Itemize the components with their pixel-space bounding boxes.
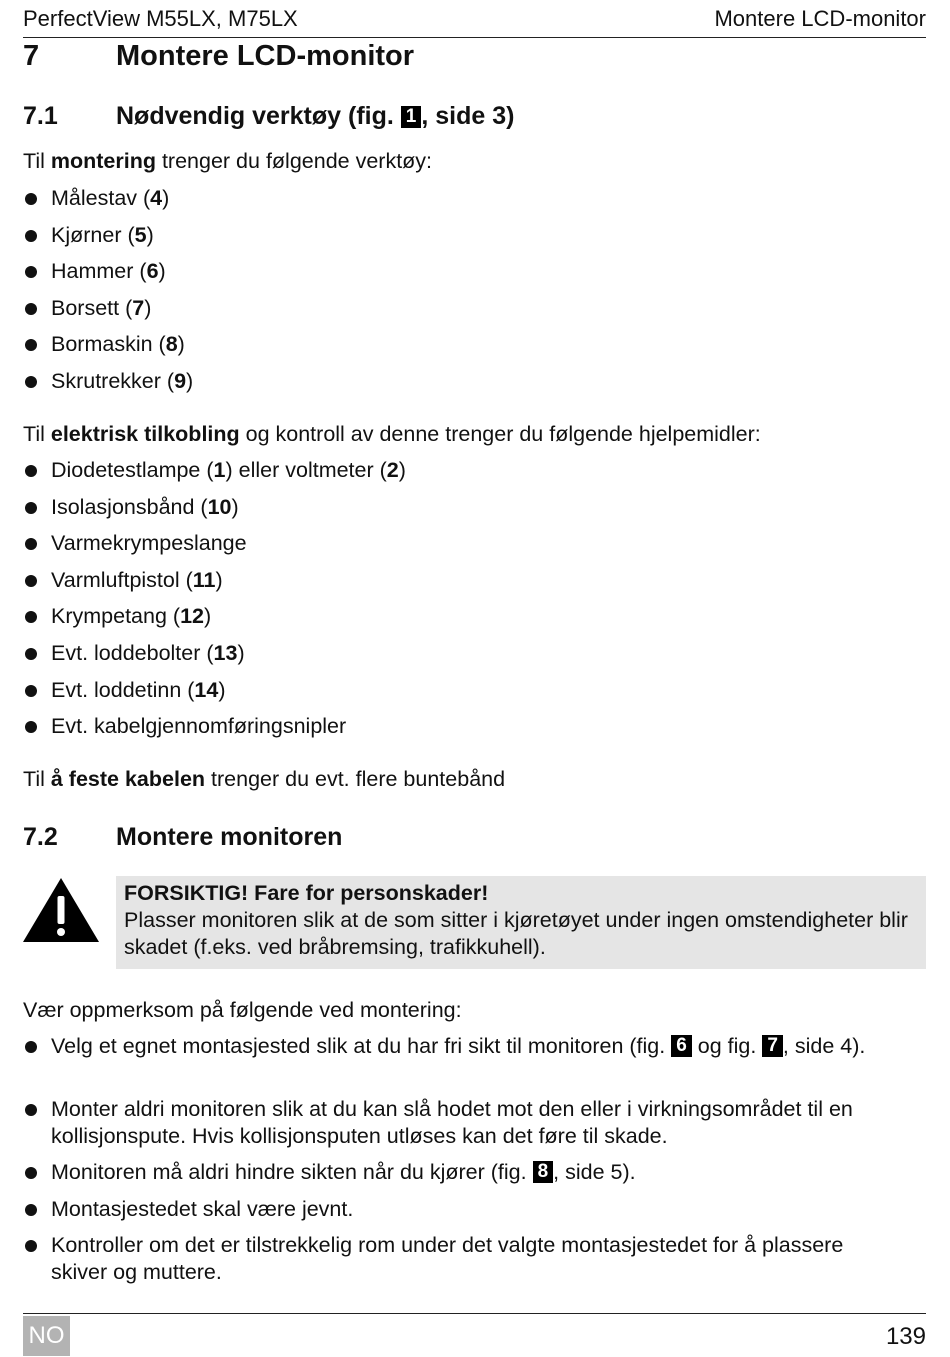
list-item — [23, 1159, 903, 1186]
warning-body: Plasser monitoren slik at de som sitter i kjøretøyet under ingen omstendigheter blir skadet (f.eks. ved bråbremsing, trafikkuhell). — [124, 908, 908, 959]
warning-text — [124, 880, 922, 961]
header-rule — [23, 37, 926, 38]
bullet-dot-icon — [25, 502, 37, 514]
bullet-dot-icon — [25, 721, 37, 733]
list-item — [23, 677, 903, 704]
item-text: ) — [231, 494, 239, 519]
running-header-chapter: Montere LCD-monitor — [714, 6, 926, 31]
bullet-dot-icon — [25, 1167, 37, 1179]
item-text: Isolasjonsbånd ( — [51, 494, 208, 519]
text: Til — [23, 767, 51, 791]
bullet-dot-icon — [25, 465, 37, 477]
item-text: Evt. loddebolter ( — [51, 641, 214, 665]
list-item — [23, 1033, 903, 1060]
figure-ref-badge: 7 — [762, 1035, 783, 1057]
item-text: Målestav ( — [51, 186, 151, 210]
bullet-dot-icon — [25, 339, 37, 351]
item-reference-number: 6 — [146, 259, 159, 284]
figure-ref-badge: 6 — [671, 1035, 692, 1057]
item-text: ) — [177, 332, 185, 357]
bullet-dot-icon — [25, 303, 37, 315]
list-item — [23, 258, 903, 285]
item-text: ) — [146, 222, 154, 247]
bold-text: å feste kabelen — [50, 767, 206, 791]
bullet-dot-icon — [25, 1041, 37, 1053]
list-item — [23, 1232, 903, 1286]
text: , side 5). — [553, 1160, 636, 1184]
cable-intro — [23, 766, 505, 793]
item-reference-number: 7 — [132, 295, 145, 320]
bold-text: elektrisk tilkobling — [50, 422, 240, 446]
bullet-dot-icon — [25, 230, 37, 242]
chapter-number: 7 — [23, 40, 40, 72]
item-text: ) — [144, 295, 152, 320]
list-item — [23, 603, 903, 630]
language-tab: NO — [23, 1316, 70, 1356]
list-item-text: Kontroller om det er tilstrekkelig rom under det valgte montasjestedet for å plassere skiver og muttere. — [51, 1233, 844, 1284]
text: trenger du følgende verktøy: — [155, 149, 433, 173]
bullet-dot-icon — [25, 266, 37, 278]
list-item — [23, 457, 903, 484]
item-text: Hammer ( — [51, 259, 147, 284]
mounting-intro: Vær oppmerksom på følgende ved montering: — [23, 998, 462, 1022]
bullet-dot-icon — [25, 1204, 37, 1216]
item-reference-number: 4 — [150, 186, 163, 210]
list-item — [23, 331, 903, 358]
item-text: ) — [218, 677, 226, 702]
text: Monitoren må aldri hindre sikten når du kjører (fig. — [51, 1160, 527, 1184]
item-text: ) — [203, 604, 212, 629]
item-text: Evt. loddetinn ( — [51, 677, 195, 702]
bullet-dot-icon — [25, 648, 37, 660]
chapter-title: Montere LCD-monitor — [116, 40, 415, 72]
section-number: 7.1 — [23, 102, 58, 130]
item-text: ) eller voltmeter ( — [225, 458, 387, 482]
bullet-dot-icon — [25, 376, 37, 388]
item-reference-number: 9 — [174, 369, 187, 393]
item-reference-number: 13 — [213, 641, 238, 665]
section-title-end: , side 3) — [421, 102, 515, 130]
item-text: Diodetestlampe ( — [51, 458, 214, 482]
section-heading-7-2 — [23, 823, 342, 852]
list-item — [23, 713, 903, 740]
item-reference-number: 1 — [213, 458, 226, 482]
list-item — [23, 494, 903, 521]
item-reference-number: 14 — [194, 677, 219, 702]
footer-rule — [23, 1313, 926, 1314]
bullet-dot-icon — [25, 1240, 37, 1252]
section-number: 7.2 — [23, 823, 58, 851]
bullet-dot-icon — [25, 538, 37, 550]
list-item — [23, 368, 903, 395]
item-text: ) — [215, 567, 223, 592]
item-text: Varmekrympeslange — [51, 531, 247, 556]
item-text: Kjørner ( — [51, 222, 135, 247]
text: Til — [23, 422, 51, 446]
bullet-dot-icon — [25, 1104, 37, 1116]
list-item — [23, 530, 903, 557]
list-item — [23, 1096, 903, 1150]
section-title: Montere monitoren — [116, 823, 343, 851]
list-item — [23, 567, 903, 594]
section-title: Nødvendig verktøy (fig. — [116, 102, 394, 130]
aids-intro — [23, 421, 761, 448]
item-text: Bormaskin ( — [51, 332, 166, 357]
bullet-dot-icon — [25, 611, 37, 623]
item-reference-number: 11 — [192, 567, 216, 592]
item-reference-number: 8 — [165, 332, 178, 357]
text: og fig. — [691, 1034, 757, 1058]
warning-triangle-icon — [22, 876, 100, 944]
page-number: 139 — [885, 1323, 926, 1350]
figure-ref-badge: 8 — [533, 1161, 554, 1183]
text: og kontroll av denne trenger du følgende hjelpemidler: — [239, 422, 761, 446]
bold-text: montering — [50, 149, 156, 173]
tools-intro — [23, 148, 432, 175]
running-header-product: PerfectView M55LX, M75LX — [23, 6, 298, 31]
item-text: Skrutrekker ( — [51, 369, 175, 393]
item-reference-number: 10 — [207, 494, 232, 519]
item-text: ) — [398, 458, 406, 482]
item-text: Evt. kabelgjennomføringsnipler — [51, 714, 347, 739]
text: Velg et egnet montasjested slik at du har fri sikt til monitoren (fig. — [51, 1034, 666, 1058]
bullet-dot-icon — [25, 193, 37, 205]
bullet-dot-icon — [25, 575, 37, 587]
item-text: ) — [162, 186, 170, 210]
text: trenger du evt. flere buntebånd — [205, 767, 506, 791]
item-text: ) — [186, 369, 194, 393]
bullet-dot-icon — [25, 685, 37, 697]
item-text: Borsett ( — [51, 295, 133, 320]
section-heading-7-1 — [23, 102, 514, 131]
item-text: Varmluftpistol ( — [51, 567, 193, 592]
text: , side 4). — [782, 1034, 866, 1058]
list-item — [23, 185, 903, 212]
item-reference-number: 5 — [134, 222, 147, 247]
figure-ref-badge: 1 — [401, 106, 422, 128]
list-item — [23, 222, 903, 249]
list-item-text: Monter aldri monitoren slik at du kan slå hodet mot den eller i virkningsområdet til en kollisjonspute. Hvis kollisjonsputen utløses kan det føre til skade. — [51, 1097, 853, 1148]
text: Til — [23, 149, 51, 173]
item-reference-number: 2 — [386, 458, 399, 482]
warning-title: FORSIKTIG! Fare for personskader! — [124, 881, 489, 905]
list-item — [23, 640, 903, 667]
chapter-heading — [23, 40, 414, 73]
list-item — [23, 295, 903, 322]
item-reference-number: 12 — [180, 604, 204, 629]
item-text: ) — [158, 259, 166, 284]
list-item — [23, 1196, 903, 1223]
list-item-text: Montasjestedet skal være jevnt. — [51, 1197, 354, 1221]
item-text: Krympetang ( — [51, 604, 181, 629]
item-text: ) — [237, 641, 245, 665]
